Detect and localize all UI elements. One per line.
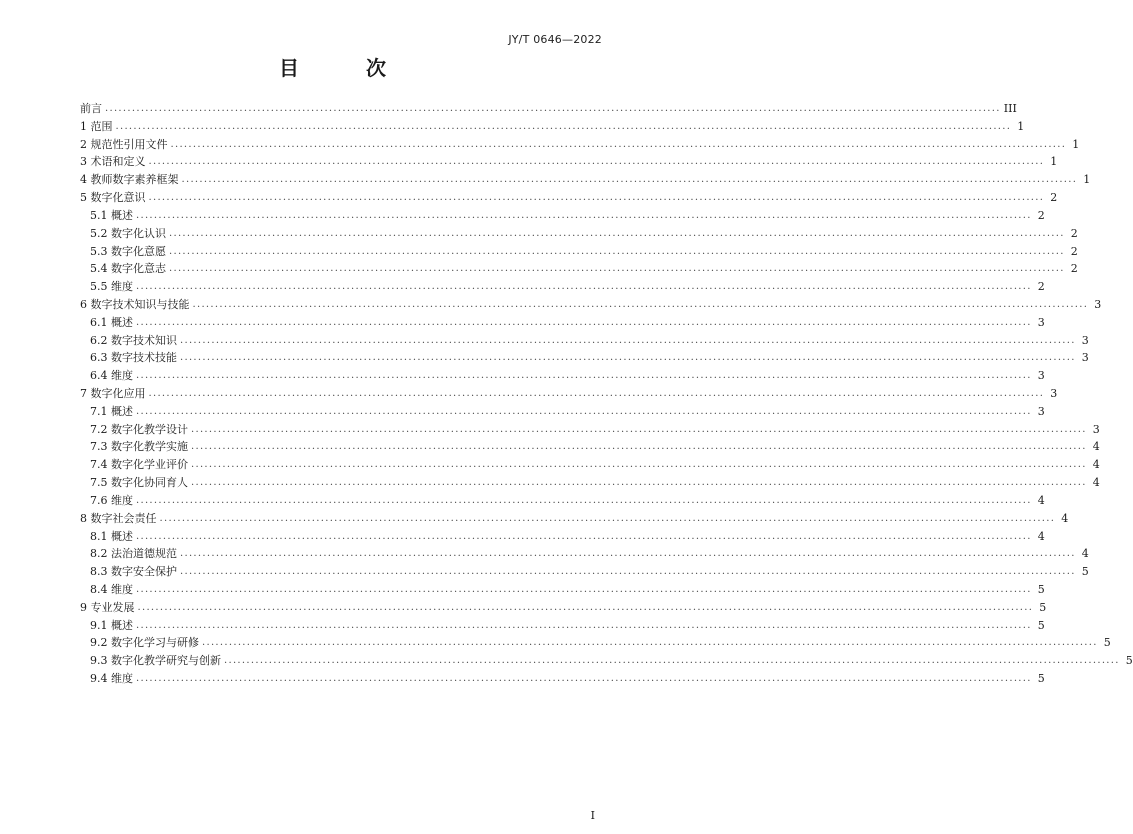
toc-entry-page: 2	[1070, 262, 1078, 276]
toc-entry-label: 8.1 概述	[90, 529, 133, 543]
toc-entry-page: 4	[1092, 476, 1100, 490]
toc-leader-dots: ........................................................................................................................................................................................................	[148, 156, 1045, 168]
toc-entry-label: 8.3 数字安全保护	[90, 565, 177, 579]
toc-entry-label: 6.4 维度	[90, 369, 133, 383]
toc-leader-dots: ........................................................................................................................................................................................................	[191, 459, 1087, 471]
toc-leader-dots: ........................................................................................................................................................................................................	[148, 388, 1045, 399]
toc-entry[interactable]	[80, 314, 1045, 332]
toc-entry[interactable]	[80, 545, 1089, 563]
toc-entry[interactable]	[80, 670, 1045, 688]
toc-entry-label: 7.4 数字化学业评价	[90, 458, 188, 472]
toc-entry[interactable]	[80, 207, 1045, 225]
toc-leader-dots: ........................................................................................................................................................................................................	[136, 494, 1032, 506]
toc-entry[interactable]	[80, 474, 1100, 492]
toc-entry-label: 9.4 维度	[90, 672, 133, 685]
toc-leader-dots: ........................................................................................................................................................................................................	[148, 192, 1045, 204]
toc-entry-page: 2	[1070, 226, 1078, 240]
toc-entry-label: 6.2 数字技术知识	[90, 333, 177, 347]
toc-entry-label: 1 范围	[80, 119, 113, 133]
toc-leader-dots: ........................................................................................................................................................................................................	[170, 138, 1067, 150]
toc-leader-dots: ........................................................................................................................................................................................................	[180, 566, 1076, 578]
toc-entry-label: 8.2 法治道德规范	[90, 547, 177, 561]
toc-entry[interactable]	[80, 367, 1045, 385]
toc-entry[interactable]	[80, 617, 1045, 635]
toc-entry[interactable]	[80, 599, 1047, 617]
toc-leader-dots: ........................................................................................................................................................................................................	[180, 548, 1076, 560]
toc-entry-page: III	[1003, 102, 1017, 115]
toc-entry[interactable]	[80, 243, 1078, 261]
toc-entry-label: 9 专业发展	[80, 600, 135, 614]
toc-entry[interactable]	[80, 278, 1045, 296]
table-of-contents	[80, 100, 1133, 688]
toc-entry[interactable]	[80, 563, 1089, 581]
toc-entry-page: 4	[1061, 511, 1069, 525]
toc-entry[interactable]	[80, 296, 1102, 314]
toc-leader-dots: ........................................................................................................................................................................................................	[137, 601, 1034, 613]
toc-entry-page: 4	[1037, 493, 1045, 507]
toc-entry[interactable]	[80, 421, 1100, 439]
toc-entry-page: 5	[1037, 672, 1045, 685]
toc-entry-page: 5	[1081, 565, 1089, 579]
toc-entry[interactable]	[80, 225, 1078, 243]
toc-entry-page: 1	[1017, 119, 1025, 133]
toc-entry-page: 5	[1037, 618, 1045, 632]
toc-entry-page: 3	[1094, 297, 1102, 311]
toc-leader-dots: ........................................................................................................................................................................................................	[192, 298, 1089, 310]
toc-leader-dots: ........................................................................................................................................................................................................	[136, 619, 1032, 631]
toc-entry[interactable]	[80, 100, 1017, 118]
toc-leader-dots: ........................................................................................................................................................................................................	[136, 370, 1032, 382]
toc-entry-label: 3 术语和定义	[80, 155, 146, 169]
toc-entry-label: 2 规范性引用文件	[80, 137, 168, 151]
toc-entry[interactable]	[80, 456, 1100, 474]
toc-entry-label: 8.4 维度	[90, 582, 133, 596]
toc-entry-page: 5	[1039, 600, 1047, 614]
toc-entry-label: 5.1 概述	[90, 208, 133, 222]
toc-entry[interactable]	[80, 189, 1058, 207]
toc-entry-page: 5	[1103, 636, 1111, 650]
toc-entry[interactable]	[80, 492, 1045, 510]
toc-entry-label: 8 数字社会责任	[80, 511, 157, 525]
toc-leader-dots: ........................................................................................................................................................................................................	[202, 637, 1098, 649]
toc-entry-page: 4	[1092, 440, 1100, 454]
toc-entry-label: 9.3 数字化教学研究与创新	[90, 654, 221, 668]
toc-entry[interactable]	[80, 403, 1045, 421]
toc-entry-page: 5	[1037, 582, 1045, 596]
toc-entry-label: 前言	[80, 102, 102, 115]
toc-entry[interactable]	[80, 171, 1091, 189]
toc-entry-page: 4	[1081, 547, 1089, 561]
toc-entry-label: 5 数字化意识	[80, 191, 146, 205]
toc-entry-page: 4	[1092, 458, 1100, 472]
toc-leader-dots: ........................................................................................................................................................................................................	[169, 245, 1065, 257]
toc-entry-label: 7.1 概述	[90, 404, 133, 418]
toc-leader-dots: ........................................................................................................................................................................................................	[181, 174, 1078, 186]
toc-leader-dots: ........................................................................................................................................................................................................	[169, 263, 1065, 275]
toc-entry-page: 3	[1037, 315, 1045, 329]
toc-entry-page: 3	[1081, 333, 1089, 347]
toc-entry-page: 3	[1050, 387, 1058, 400]
toc-entry-page: 5	[1125, 654, 1133, 668]
toc-entry-page: 2	[1037, 208, 1045, 222]
toc-entry[interactable]	[80, 510, 1069, 528]
toc-entry-page: 1	[1050, 155, 1058, 169]
toc-leader-dots: ........................................................................................................................................................................................................	[180, 352, 1076, 364]
toc-entry-page: 1	[1083, 173, 1091, 187]
toc-entry-page: 3	[1092, 422, 1100, 436]
toc-entry-label: 4 教师数字素养框架	[80, 173, 179, 187]
toc-leader-dots: ........................................................................................................................................................................................................	[191, 477, 1087, 489]
toc-entry-page: 3	[1037, 404, 1045, 418]
toc-entry[interactable]	[80, 652, 1133, 670]
toc-entry-label: 5.2 数字化认识	[90, 226, 166, 240]
toc-leader-dots: ........................................................................................................................................................................................................	[136, 673, 1032, 684]
toc-leader-dots: ........................................................................................................................................................................................................	[136, 583, 1032, 595]
toc-entry-page: 3	[1081, 351, 1089, 365]
toc-entry[interactable]	[80, 136, 1080, 154]
toc-leader-dots: ........................................................................................................................................................................................................	[159, 512, 1056, 524]
toc-entry-label: 9.2 数字化学习与研修	[90, 636, 199, 650]
toc-entry[interactable]	[80, 438, 1100, 456]
toc-entry-label: 5.3 数字化意愿	[90, 244, 166, 258]
toc-entry-label: 6.1 概述	[90, 315, 133, 329]
toc-leader-dots: ........................................................................................................................................................................................................	[115, 120, 1012, 132]
toc-entry-label: 5.5 维度	[90, 280, 133, 294]
toc-entry-label: 7.2 数字化教学设计	[90, 422, 188, 436]
toc-entry[interactable]	[80, 581, 1045, 599]
toc-entry[interactable]	[80, 349, 1089, 367]
toc-leader-dots: ........................................................................................................................................................................................................	[224, 655, 1120, 667]
toc-entry-label: 7.6 维度	[90, 493, 133, 507]
toc-leader-dots: ........................................................................................................................................................................................................	[136, 530, 1032, 542]
toc-leader-dots: ........................................................................................................................................................................................................	[136, 209, 1032, 221]
toc-entry-label: 7.3 数字化教学实施	[90, 440, 188, 454]
toc-entry[interactable]	[80, 385, 1058, 403]
toc-entry-label: 6.3 数字技术技能	[90, 351, 177, 365]
toc-entry-label: 6 数字技术知识与技能	[80, 297, 190, 311]
toc-leader-dots: ........................................................................................................................................................................................................	[169, 227, 1065, 239]
toc-entry[interactable]	[80, 528, 1045, 546]
toc-leader-dots: ........................................................................................................................................................................................................	[136, 405, 1032, 417]
toc-leader-dots: ........................................................................................................................................................................................................	[136, 281, 1032, 293]
toc-entry[interactable]	[80, 153, 1058, 171]
toc-entry-page: 4	[1037, 529, 1045, 543]
toc-entry-label: 7.5 数字化协同育人	[90, 476, 188, 490]
toc-entry-label: 5.4 数字化意志	[90, 262, 166, 276]
toc-entry-page: 2	[1070, 244, 1078, 258]
toc-entry-page: 2	[1037, 280, 1045, 294]
toc-leader-dots: ........................................................................................................................................................................................................	[136, 316, 1032, 328]
page-title: 目 次	[279, 56, 416, 80]
toc-entry-page: 2	[1050, 191, 1058, 205]
toc-entry-label: 9.1 概述	[90, 618, 133, 632]
toc-entry-page: 1	[1072, 137, 1080, 151]
toc-entry-page: 3	[1037, 369, 1045, 383]
page-number: I	[590, 809, 595, 822]
toc-entry[interactable]	[80, 118, 1025, 136]
toc-leader-dots: ........................................................................................................................................................................................................	[191, 423, 1087, 435]
toc-entry-label: 7 数字化应用	[80, 387, 146, 400]
toc-entry[interactable]	[80, 332, 1089, 350]
toc-leader-dots: ........................................................................................................................................................................................................	[191, 441, 1087, 453]
toc-leader-dots: ........................................................................................................................................................................................................	[105, 103, 1001, 114]
toc-leader-dots: ........................................................................................................................................................................................................	[180, 334, 1076, 346]
toc-entry[interactable]	[80, 634, 1111, 652]
standard-code: JY/T 0646—2022	[508, 33, 602, 46]
toc-entry[interactable]	[80, 260, 1078, 278]
